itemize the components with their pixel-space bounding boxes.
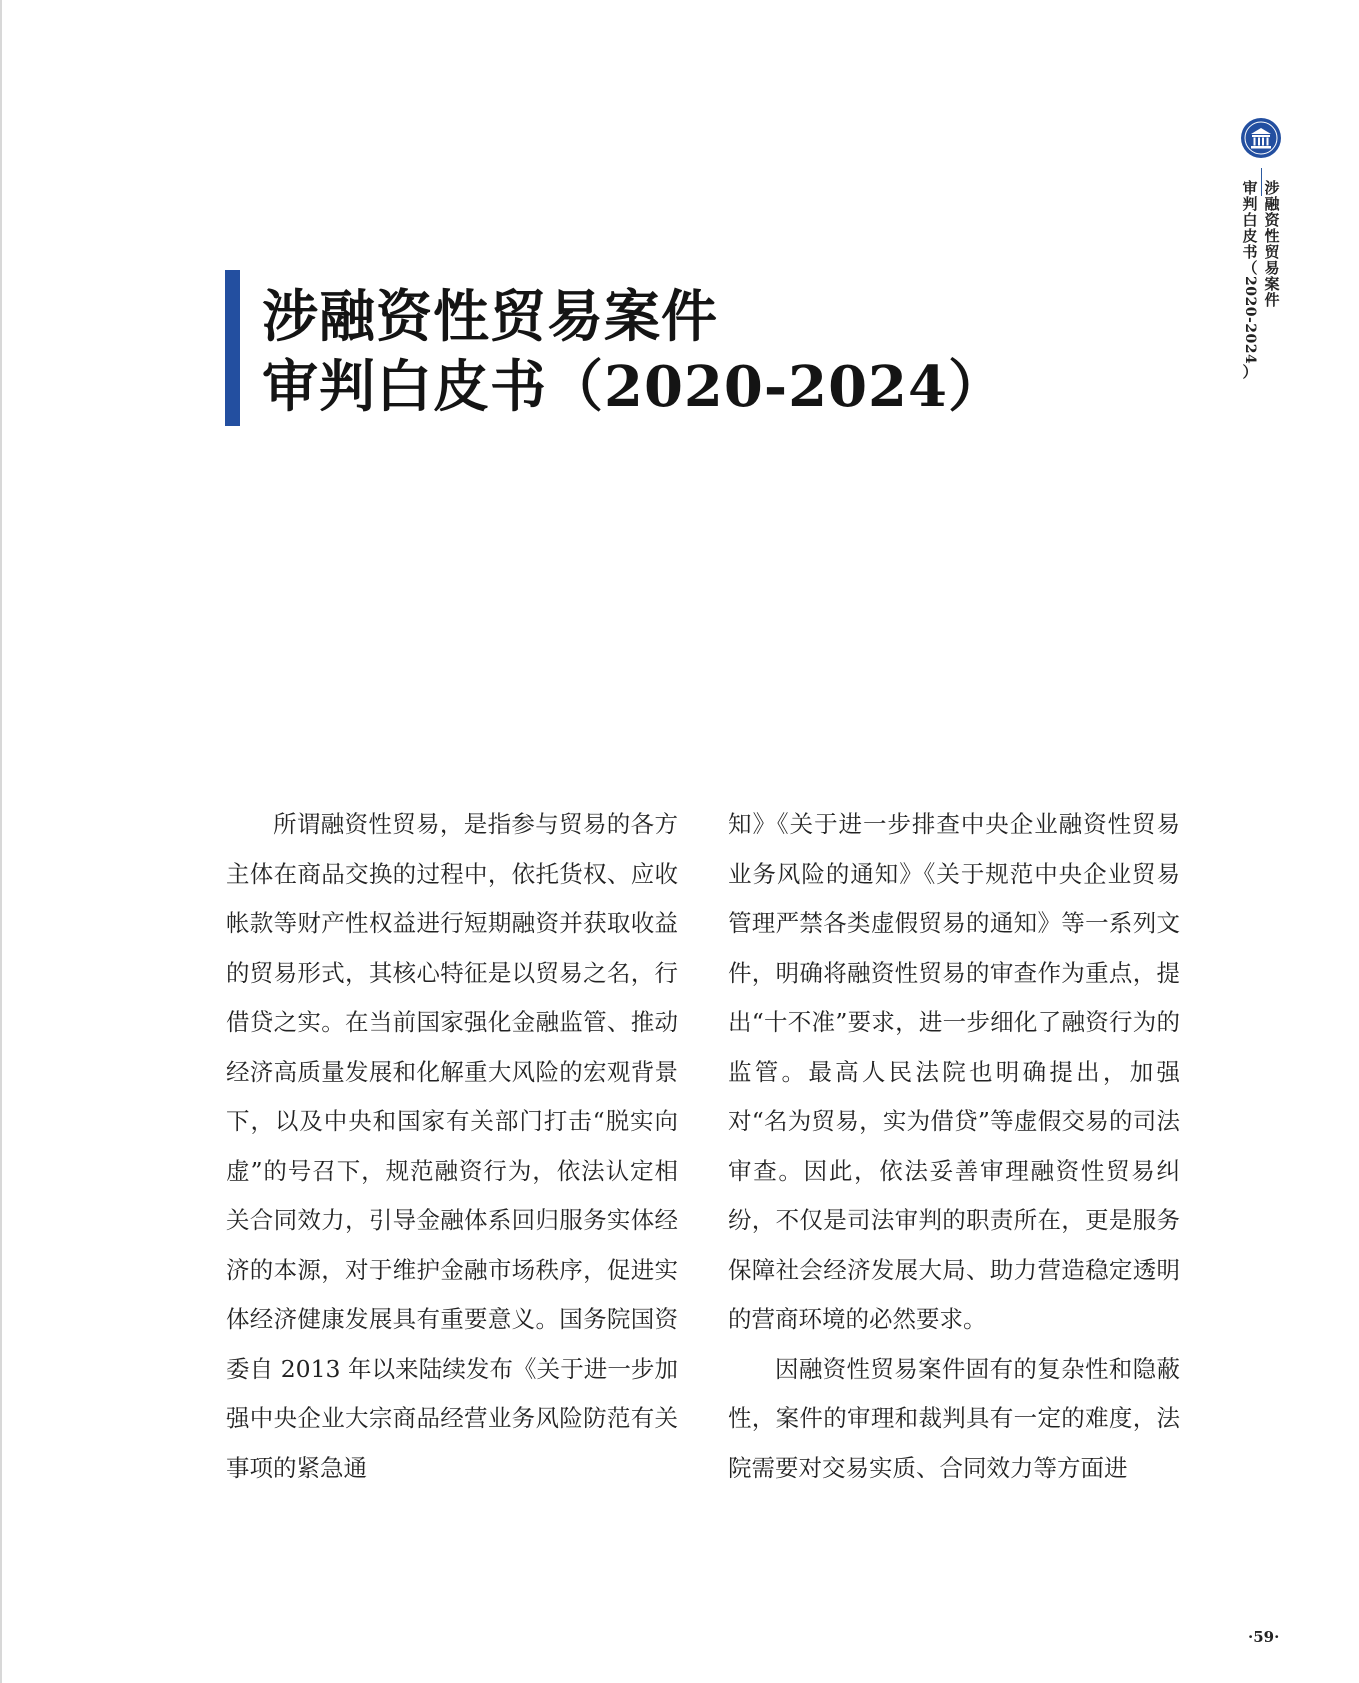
page-number: ·59·: [1248, 1628, 1280, 1646]
body-right-column: [728, 800, 1180, 1493]
running-title-line1: 涉融资性贸易案件: [1264, 179, 1280, 309]
body-paragraph-1-continued: 知》《关于进一步排查中央企业融资性贸易业务风险的通知》《关于规范中央企业贸易管理严禁各类虚假贸易的通知》等一系列文件，明确将融资性贸易的审查作为重点，提出“十不准”要求，进一步细化了融资行为的监管。最高人民法院也明确提出，加强对“名为贸易，实为借贷”等虚假交易的司法审查。因此，依法妥善审理融资性贸易纠纷，不仅是司法审判的职责所在，更是服务保障社会经济发展大局、助力营造稳定透明的营商环境的必然要求。: [728, 810, 1180, 1333]
body-paragraph-2: 因融资性贸易案件固有的复杂性和隐蔽性，案件的审理和裁判具有一定的难度，法院需要对交易实质、合同效力等方面进: [728, 1354, 1180, 1482]
running-title-years: 2020-2024: [1242, 276, 1258, 365]
page-title-line2: 审判白皮书（2020-2024）: [262, 354, 1005, 420]
body-paragraph-1: 所谓融资性贸易，是指参与贸易的各方主体在商品交换的过程中，依托货权、应收帐款等财产性权益进行短期融资并获取收益的贸易形式，其核心特征是以贸易之名，行借贷之实。在当前国家强化金融监管、推动经济高质量发展和化解重大风险的宏观背景下，以及中央和国家有关部门打击“脱实向虚”的号召下，规范融资行为，依法认定相关合同效力，引导金融体系回归服务实体经济的本源，对于维护金融市场秩序，促进实体经济健康发展具有重要意义。国务院国资委自 2013 年以来陆续发布《关于进一步加强中央企业大宗商品经营业务风险防范有关事项的紧急通: [226, 810, 678, 1482]
title-accent-bar: [225, 270, 240, 426]
running-title-line2: [1240, 180, 1260, 380]
running-title-line2-chars: 审判白皮书（: [1242, 179, 1258, 277]
running-title-close: ）: [1242, 363, 1258, 382]
page-edge: [0, 0, 2, 1683]
page-title-line1: 涉融资性贸易案件: [262, 284, 718, 350]
body-left-column: [226, 800, 678, 1493]
page-title: [262, 282, 1005, 422]
court-emblem-icon: [1240, 117, 1282, 159]
